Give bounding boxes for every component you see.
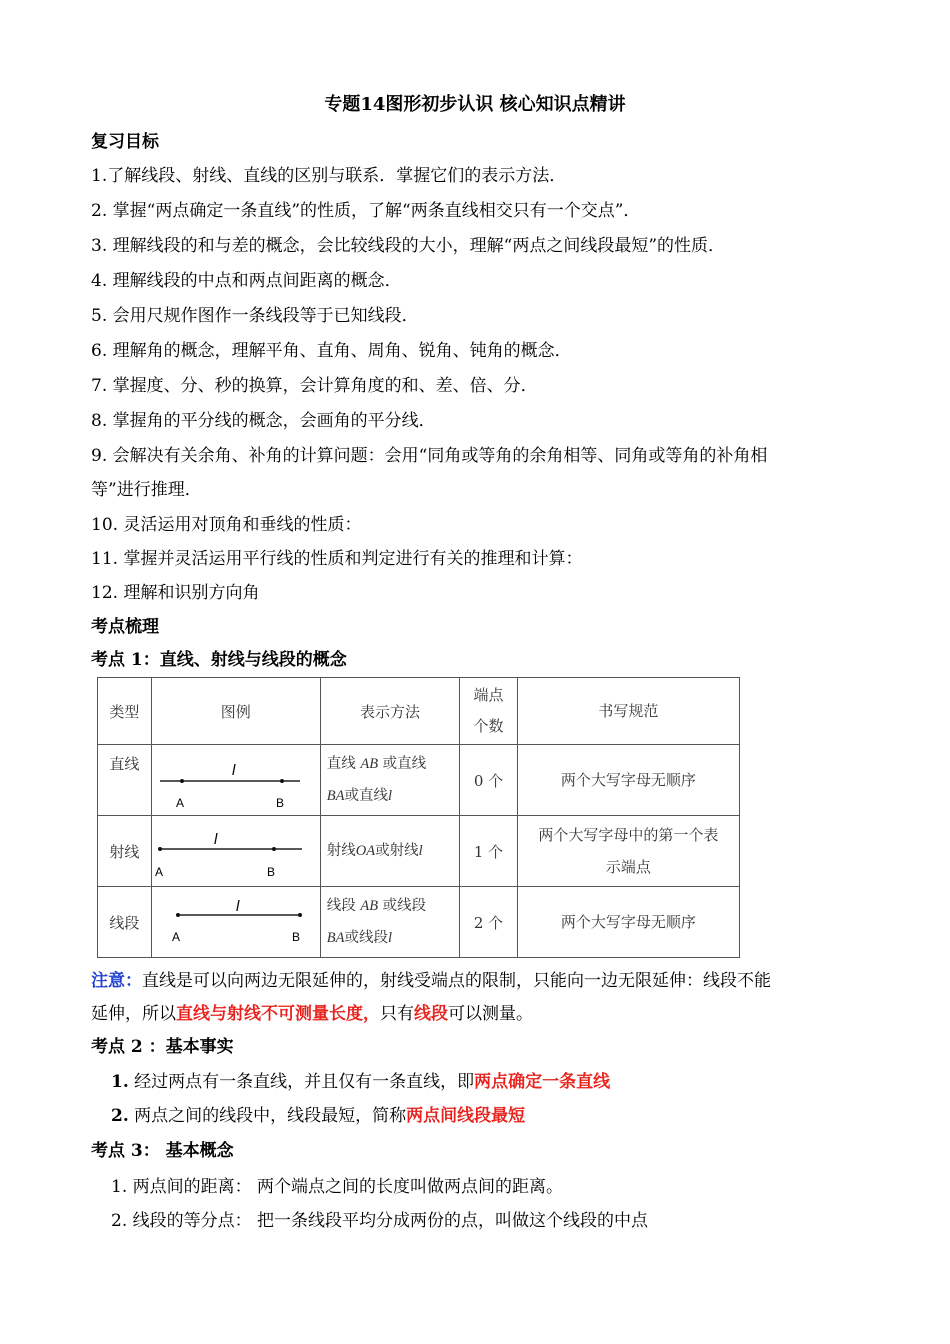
kp2-heading: 考点 2 ：基本事实 bbox=[91, 1037, 234, 1057]
segment-label: l bbox=[235, 898, 240, 915]
point-a-label: A bbox=[171, 930, 180, 944]
note-text: 延伸，所以 bbox=[91, 1004, 176, 1024]
header-figure: 图例 bbox=[151, 678, 320, 745]
table-row bbox=[98, 887, 740, 958]
figure-segment bbox=[151, 887, 320, 958]
note-line-2 bbox=[91, 999, 533, 1024]
review-heading: 复习目标 bbox=[91, 132, 159, 152]
concept-table bbox=[97, 677, 740, 958]
segment-diagram bbox=[152, 887, 320, 953]
row-rule bbox=[517, 816, 739, 887]
point-b-dot bbox=[298, 913, 302, 917]
rep-letters: OA bbox=[355, 843, 376, 859]
row-rule: 两个大写字母无顺序 bbox=[517, 745, 739, 816]
note-text: 直线是可以向两边无限延伸的，射线受端点的限制，只能向一边无限延伸：线段不能 bbox=[142, 971, 771, 991]
note-label: 注意： bbox=[91, 971, 142, 991]
row-representation bbox=[320, 887, 459, 958]
rep-text: 或直线 bbox=[344, 788, 388, 804]
review-item: 2. 掌握“两点确定一条直线”的性质，了解“两条直线相交只有一个交点”． bbox=[91, 201, 641, 221]
review-item: 12. 理解和识别方向角 bbox=[91, 583, 260, 603]
note-text: 只有 bbox=[380, 1004, 414, 1024]
header-endpoint-count bbox=[460, 678, 518, 745]
kp2-item-2 bbox=[111, 1101, 525, 1126]
rule-line: 示端点 bbox=[605, 858, 651, 876]
header-type: 类型 bbox=[98, 678, 152, 745]
kp1-heading: 考点 1：直线、射线与线段的概念 bbox=[91, 650, 347, 670]
review-item: 等”进行推理． bbox=[91, 480, 202, 500]
kp2-item-1 bbox=[111, 1067, 610, 1092]
table-row bbox=[98, 745, 740, 816]
rep-text: 或射线 bbox=[375, 843, 419, 859]
rep-letters: BA bbox=[326, 788, 345, 804]
rep-text: 射线 bbox=[326, 843, 356, 859]
row-type: 直线 bbox=[98, 745, 152, 816]
kp3-item-1: 1. 两点间的距离： 两个端点之间的长度叫做两点间的距离。 bbox=[111, 1177, 564, 1197]
item-highlight: 两点间线段最短 bbox=[406, 1106, 526, 1126]
rep-letters: BA bbox=[326, 930, 345, 946]
figure-line bbox=[151, 745, 320, 816]
point-b-label: B bbox=[275, 796, 284, 810]
kp3-item-2: 2. 线段的等分点： 把一条线段平均分成两份的点，叫做这个线段的中点 bbox=[111, 1211, 649, 1231]
point-a-dot bbox=[158, 847, 162, 851]
ray-label: l bbox=[213, 831, 218, 848]
rep-letter-l: l bbox=[418, 843, 423, 859]
row-type: 射线 bbox=[98, 816, 152, 887]
figure-ray bbox=[151, 816, 320, 887]
row-representation bbox=[320, 816, 459, 887]
line-diagram bbox=[152, 745, 320, 811]
header-count: 个数 bbox=[473, 717, 504, 735]
row-count: 1 个 bbox=[460, 816, 518, 887]
rep-letters: AB bbox=[360, 898, 379, 914]
header-rule: 书写规范 bbox=[517, 678, 739, 745]
line-label: l bbox=[231, 762, 236, 779]
item-number: 2. bbox=[111, 1106, 129, 1126]
row-count: 2 个 bbox=[460, 887, 518, 958]
item-text: 经过两点有一条直线，并且仅有一条直线，即 bbox=[128, 1072, 475, 1092]
point-a-dot bbox=[176, 913, 180, 917]
rep-text: 线段 bbox=[326, 898, 361, 914]
note-line-1 bbox=[91, 966, 771, 991]
point-b-dot bbox=[272, 847, 276, 851]
item-text: 两点之间的线段中，线段最短，简称 bbox=[128, 1106, 407, 1126]
point-b-dot bbox=[280, 779, 284, 783]
header-representation: 表示方法 bbox=[320, 678, 459, 745]
item-number: 1. bbox=[111, 1072, 129, 1092]
row-count: 0 个 bbox=[460, 745, 518, 816]
review-item: 10. 灵活运用对顶角和垂线的性质： bbox=[91, 515, 362, 535]
note-text: 可以测量。 bbox=[448, 1004, 533, 1024]
review-item: 8. 掌握角的平分线的概念，会画角的平分线． bbox=[91, 411, 436, 431]
review-item: 5. 会用尺规作图作一条线段等于已知线段． bbox=[91, 306, 419, 326]
page-title: 专题14图形初步认识 核心知识点精讲 bbox=[324, 94, 626, 115]
review-item: 7. 掌握度、分、秒的换算，会计算角度的和、差、倍、分． bbox=[91, 376, 538, 396]
point-a-dot bbox=[180, 779, 184, 783]
kp3-heading: 考点 3： 基本概念 bbox=[91, 1141, 234, 1161]
point-a-label: A bbox=[175, 796, 184, 810]
row-rule: 两个大写字母无顺序 bbox=[517, 887, 739, 958]
rep-letter-l: l bbox=[387, 930, 392, 946]
note-highlight: 线段 bbox=[414, 1004, 448, 1024]
rep-text: 或线段 bbox=[378, 898, 427, 914]
review-item: 3. 理解线段的和与差的概念，会比较线段的大小，理解“两点之间线段最短”的性质． bbox=[91, 236, 726, 256]
point-a-label: A bbox=[154, 865, 163, 879]
rep-text: 或直线 bbox=[378, 756, 427, 772]
section-heading: 考点梳理 bbox=[91, 617, 159, 637]
item-highlight: 两点确定一条直线 bbox=[474, 1072, 611, 1092]
table-row bbox=[98, 816, 740, 887]
point-b-label: B bbox=[266, 865, 275, 879]
rule-line: 两个大写字母中的第一个表 bbox=[538, 826, 719, 844]
review-item: 6. 理解角的概念，理解平角、直角、周角、锐角、钝角的概念． bbox=[91, 341, 572, 361]
review-item: 11. 掌握并灵活运用平行线的性质和判定进行有关的推理和计算： bbox=[91, 549, 583, 569]
row-representation bbox=[320, 745, 459, 816]
review-item: 9. 会解决有关余角、补角的计算问题：会用“同角或等角的余角相等、同角或等角的补角相 bbox=[91, 446, 768, 466]
rep-text: 直线 bbox=[326, 756, 361, 772]
rep-letter-l: l bbox=[387, 788, 392, 804]
header-endpoint: 端点 bbox=[473, 686, 504, 704]
point-b-label: B bbox=[291, 930, 300, 944]
review-item: 1.了解线段、射线、直线的区别与联系．掌握它们的表示方法． bbox=[91, 166, 567, 186]
rep-letters: AB bbox=[360, 756, 379, 772]
table-header-row bbox=[98, 678, 740, 745]
note-highlight: 直线与射线不可测量长度， bbox=[176, 1004, 380, 1024]
rep-text: 或线段 bbox=[344, 930, 388, 946]
review-item: 4. 理解线段的中点和两点间距离的概念． bbox=[91, 271, 402, 291]
row-type: 线段 bbox=[98, 887, 152, 958]
ray-diagram bbox=[152, 816, 320, 882]
